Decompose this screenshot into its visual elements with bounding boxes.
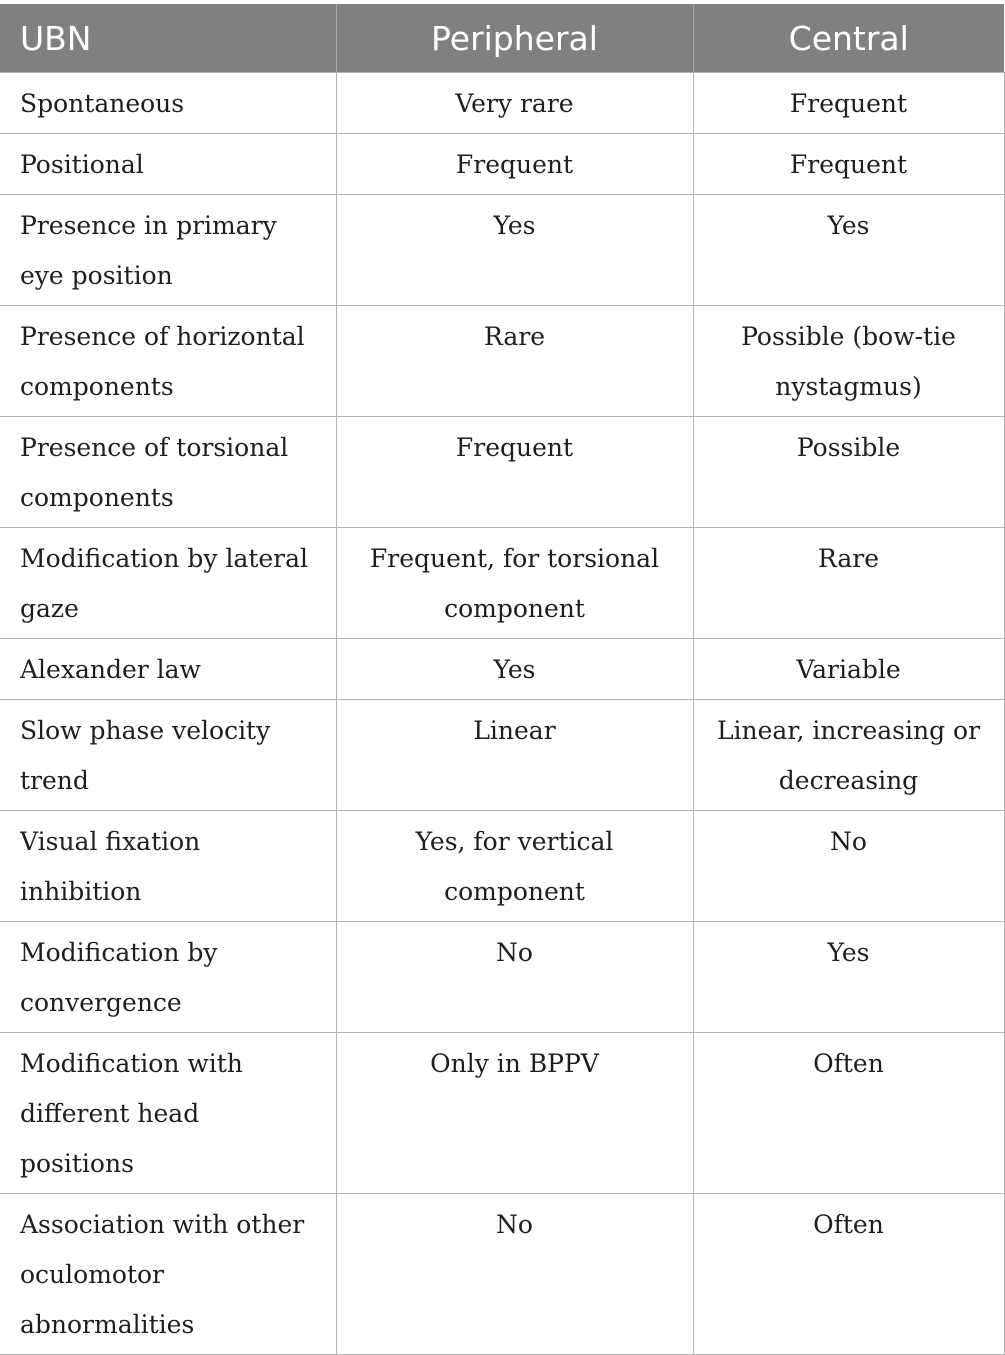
- peripheral-cell: Only in BPPV: [336, 1033, 693, 1194]
- peripheral-cell: Yes, for vertical component: [336, 811, 693, 922]
- peripheral-cell: Rare: [336, 306, 693, 417]
- row-label-cell: Presence of torsional components: [0, 417, 336, 528]
- row-label-cell: Presence of horizontal components: [0, 306, 336, 417]
- central-cell: Linear, increasing or decreasing: [693, 700, 1004, 811]
- central-cell: Yes: [693, 195, 1004, 306]
- central-cell: Variable: [693, 639, 1004, 700]
- table-row: [0, 134, 1004, 195]
- central-cell: Frequent: [693, 134, 1004, 195]
- table-row: [0, 528, 1004, 639]
- table-row: [0, 1194, 1004, 1355]
- header-cell-peripheral: Peripheral: [336, 4, 693, 73]
- table-row: [0, 195, 1004, 306]
- central-cell: Yes: [693, 922, 1004, 1033]
- table-header: [0, 4, 1004, 73]
- ubn-comparison-table: [0, 4, 1005, 1355]
- table-row: [0, 639, 1004, 700]
- table-row: [0, 811, 1004, 922]
- central-cell: Rare: [693, 528, 1004, 639]
- row-label-cell: Slow phase velocity trend: [0, 700, 336, 811]
- peripheral-cell: No: [336, 922, 693, 1033]
- row-label-cell: Alexander law: [0, 639, 336, 700]
- peripheral-cell: Frequent: [336, 417, 693, 528]
- central-cell: Possible: [693, 417, 1004, 528]
- peripheral-cell: Frequent: [336, 134, 693, 195]
- row-label-cell: Visual fixation inhibition: [0, 811, 336, 922]
- peripheral-cell: Very rare: [336, 73, 693, 134]
- row-label-cell: Association with other oculomotor abnormalities: [0, 1194, 336, 1355]
- row-label-cell: Presence in primary eye position: [0, 195, 336, 306]
- row-label-cell: Modification with different head positions: [0, 1033, 336, 1194]
- central-cell: Often: [693, 1033, 1004, 1194]
- row-label-cell: Positional: [0, 134, 336, 195]
- central-cell: Possible (bow-tie nystagmus): [693, 306, 1004, 417]
- peripheral-cell: Linear: [336, 700, 693, 811]
- table-row: [0, 73, 1004, 134]
- table-row: [0, 1033, 1004, 1194]
- central-cell: No: [693, 811, 1004, 922]
- table-row: [0, 700, 1004, 811]
- header-cell-ubn: UBN: [0, 4, 336, 73]
- peripheral-cell: Yes: [336, 195, 693, 306]
- row-label-cell: Modification by convergence: [0, 922, 336, 1033]
- table-row: [0, 417, 1004, 528]
- row-label-cell: Modification by lateral gaze: [0, 528, 336, 639]
- table-body: [0, 73, 1004, 1355]
- peripheral-cell: Frequent, for torsional component: [336, 528, 693, 639]
- central-cell: Frequent: [693, 73, 1004, 134]
- table-row: [0, 922, 1004, 1033]
- peripheral-cell: Yes: [336, 639, 693, 700]
- central-cell: Often: [693, 1194, 1004, 1355]
- header-cell-central: Central: [693, 4, 1004, 73]
- row-label-cell: Spontaneous: [0, 73, 336, 134]
- table-row: [0, 306, 1004, 417]
- peripheral-cell: No: [336, 1194, 693, 1355]
- header-row: [0, 4, 1004, 73]
